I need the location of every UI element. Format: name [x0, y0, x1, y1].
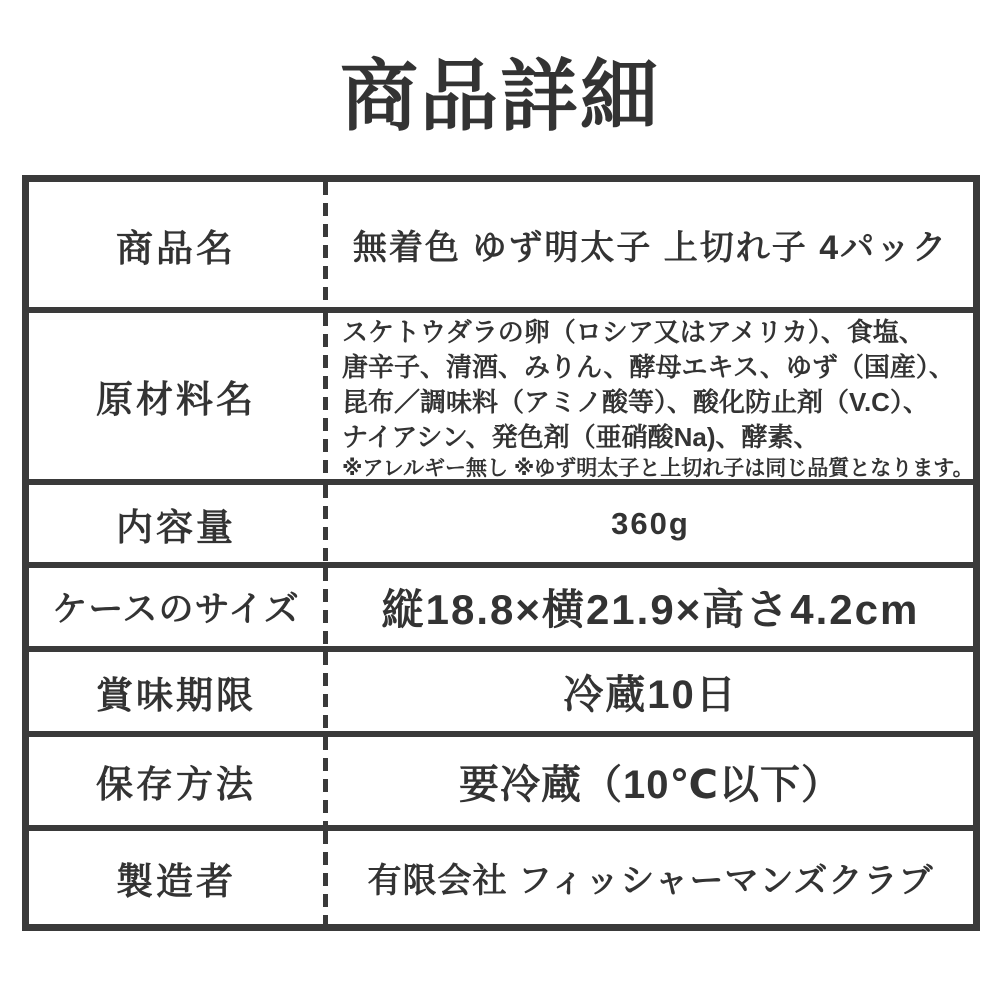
row-label-ingredients: 原材料名	[96, 379, 256, 420]
row-value-product-name: 無着色 ゆず明太子 上切れ子 4パック	[352, 229, 949, 267]
row-value-manufacturer: 有限会社 フィッシャーマンズクラブ	[367, 862, 934, 900]
row-value-net-content: 360g	[611, 505, 690, 541]
row-value-case-size: 縦18.8×横21.9×高さ4.2cm	[381, 586, 920, 633]
row-label-net-content: 内容量	[116, 506, 236, 548]
row-label-best-before: 賞味期限	[96, 674, 256, 716]
ingredients-note: ※アレルギー無し ※ゆず明太子と上切れ子は同じ品質となります。	[342, 456, 974, 480]
ingredients-line: 唐辛子、清酒、みりん、酵母エキス、ゆず（国産）、	[342, 351, 955, 382]
row-label-storage-method: 保存方法	[96, 764, 256, 805]
table-row-best-before	[29, 652, 973, 737]
ingredients-line: 昆布／調味料（アミノ酸等）、酸化防止剤（V.C）、	[342, 386, 929, 417]
ingredients-line: スケトウダラの卵（ロシア又はアメリカ）、食塩、	[342, 316, 925, 347]
row-label-manufacturer: 製造者	[116, 860, 236, 902]
row-value-best-before: 冷蔵10日	[563, 673, 738, 717]
product-spec-table	[22, 175, 980, 931]
row-label-product-name: 商品名	[116, 227, 236, 269]
table-row-case-size	[29, 568, 973, 652]
ingredients-line: ナイアシン、発色剤（亜硝酸Na)、酵素、	[342, 421, 820, 452]
table-row-manufacturer	[29, 831, 973, 924]
table-row-product-name	[29, 182, 973, 313]
table-row-net-content	[29, 485, 973, 568]
table-row-ingredients	[29, 313, 973, 485]
row-value-ingredients	[328, 313, 982, 479]
row-label-case-size: ケースのサイズ	[52, 590, 300, 629]
page-title: 商品詳細	[339, 52, 660, 140]
table-row-storage-method	[29, 737, 973, 831]
row-value-storage-method: 要冷蔵（10℃以下）	[459, 762, 842, 807]
